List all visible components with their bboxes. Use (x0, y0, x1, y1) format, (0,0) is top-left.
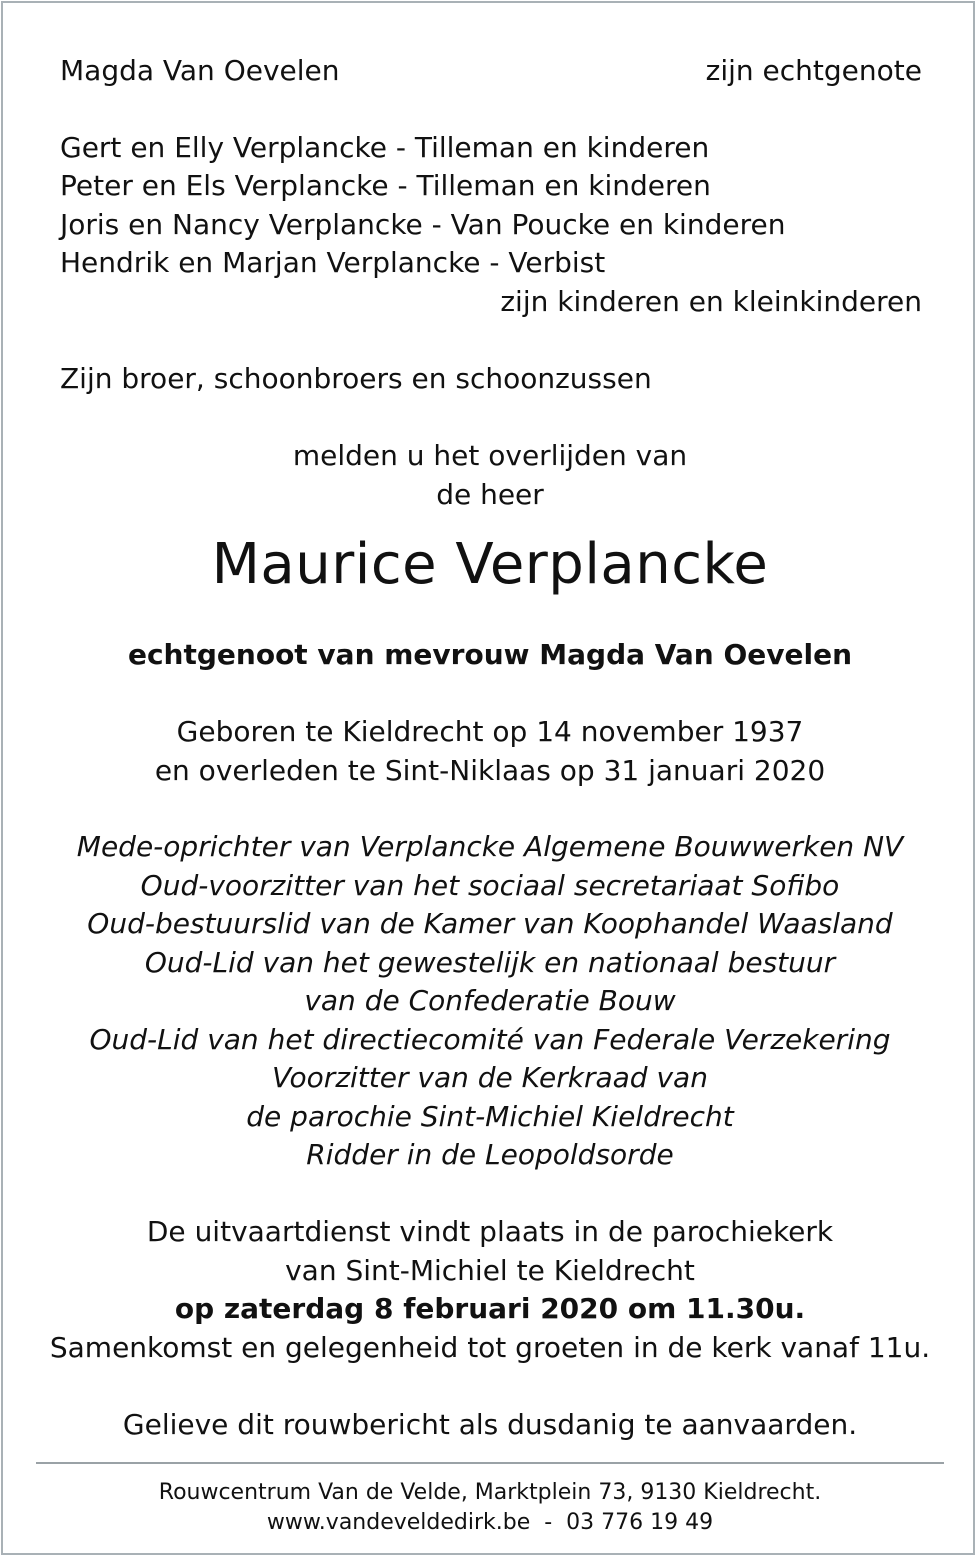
function-line: Oud-Lid van het gewestelijk en nationaal bestuur (144, 946, 836, 979)
children-relation: zijn kinderen en kleinkinderen (500, 285, 922, 318)
function-line: van de Confederatie Bouw (304, 984, 676, 1017)
function-line: Oud-bestuurslid van de Kamer van Koophandel Waasland (87, 907, 893, 940)
function-line: Voorzitter van de Kerkraad van (272, 1061, 708, 1094)
gathering-line: Samenkomst en gelegenheid tot groeten in de kerk vanaf 11u. (49, 1331, 931, 1364)
funeral-home-address: Rouwcentrum Van de Velde, Marktplein 73, 9130 Kieldrecht. (158, 1480, 822, 1505)
funeral-line: De uitvaartdienst vindt plaats in de parochiekerk (146, 1215, 834, 1248)
death-line: en overleden te Sint-Niklaas op 31 januari 2020 (154, 754, 826, 787)
function-line: Oud-Lid van het directiecomité van Federale Verzekering (89, 1023, 891, 1056)
spouse-of-line: echtgenoot van mevrouw Magda Van Oevelen (127, 638, 853, 671)
function-line: de parochie Sint-Michiel Kieldrecht (246, 1100, 734, 1133)
deceased-name: Maurice Verplancke (211, 532, 769, 597)
function-line: Ridder in de Leopoldsorde (306, 1138, 674, 1171)
funeral-datetime: op zaterdag 8 februari 2020 om 11.30u. (174, 1292, 806, 1325)
child-line: Gert en Elly Verplancke - Tilleman en kinderen (60, 131, 710, 164)
footer-divider (36, 1462, 944, 1464)
birth-line: Geboren te Kieldrecht op 14 november 1937 (176, 715, 804, 748)
siblings-line: Zijn broer, schoonbroers en schoonzussen (60, 362, 652, 395)
funeral-home-contact: www.vandeveldedirk.be - 03 776 19 49 (266, 1510, 714, 1535)
function-line: Oud-voorzitter van het sociaal secretariaat Sofibo (140, 869, 840, 902)
function-line: Mede-oprichter van Verplancke Algemene Bouwwerken NV (76, 830, 904, 863)
child-line: Joris en Nancy Verplancke - Van Poucke en kinderen (60, 208, 786, 241)
spouse-relation: zijn echtgenote (705, 54, 922, 87)
announcement-intro: melden u het overlijden van (292, 439, 688, 472)
spouse-name: Magda Van Oevelen (60, 54, 340, 87)
announcement-title: de heer (436, 478, 544, 511)
notice-line: Gelieve dit rouwbericht als dusdanig te aanvaarden. (122, 1408, 858, 1441)
funeral-line: van Sint-Michiel te Kieldrecht (285, 1254, 695, 1287)
child-line: Peter en Els Verplancke - Tilleman en kinderen (60, 169, 711, 202)
child-line: Hendrik en Marjan Verplancke - Verbist (60, 246, 606, 279)
